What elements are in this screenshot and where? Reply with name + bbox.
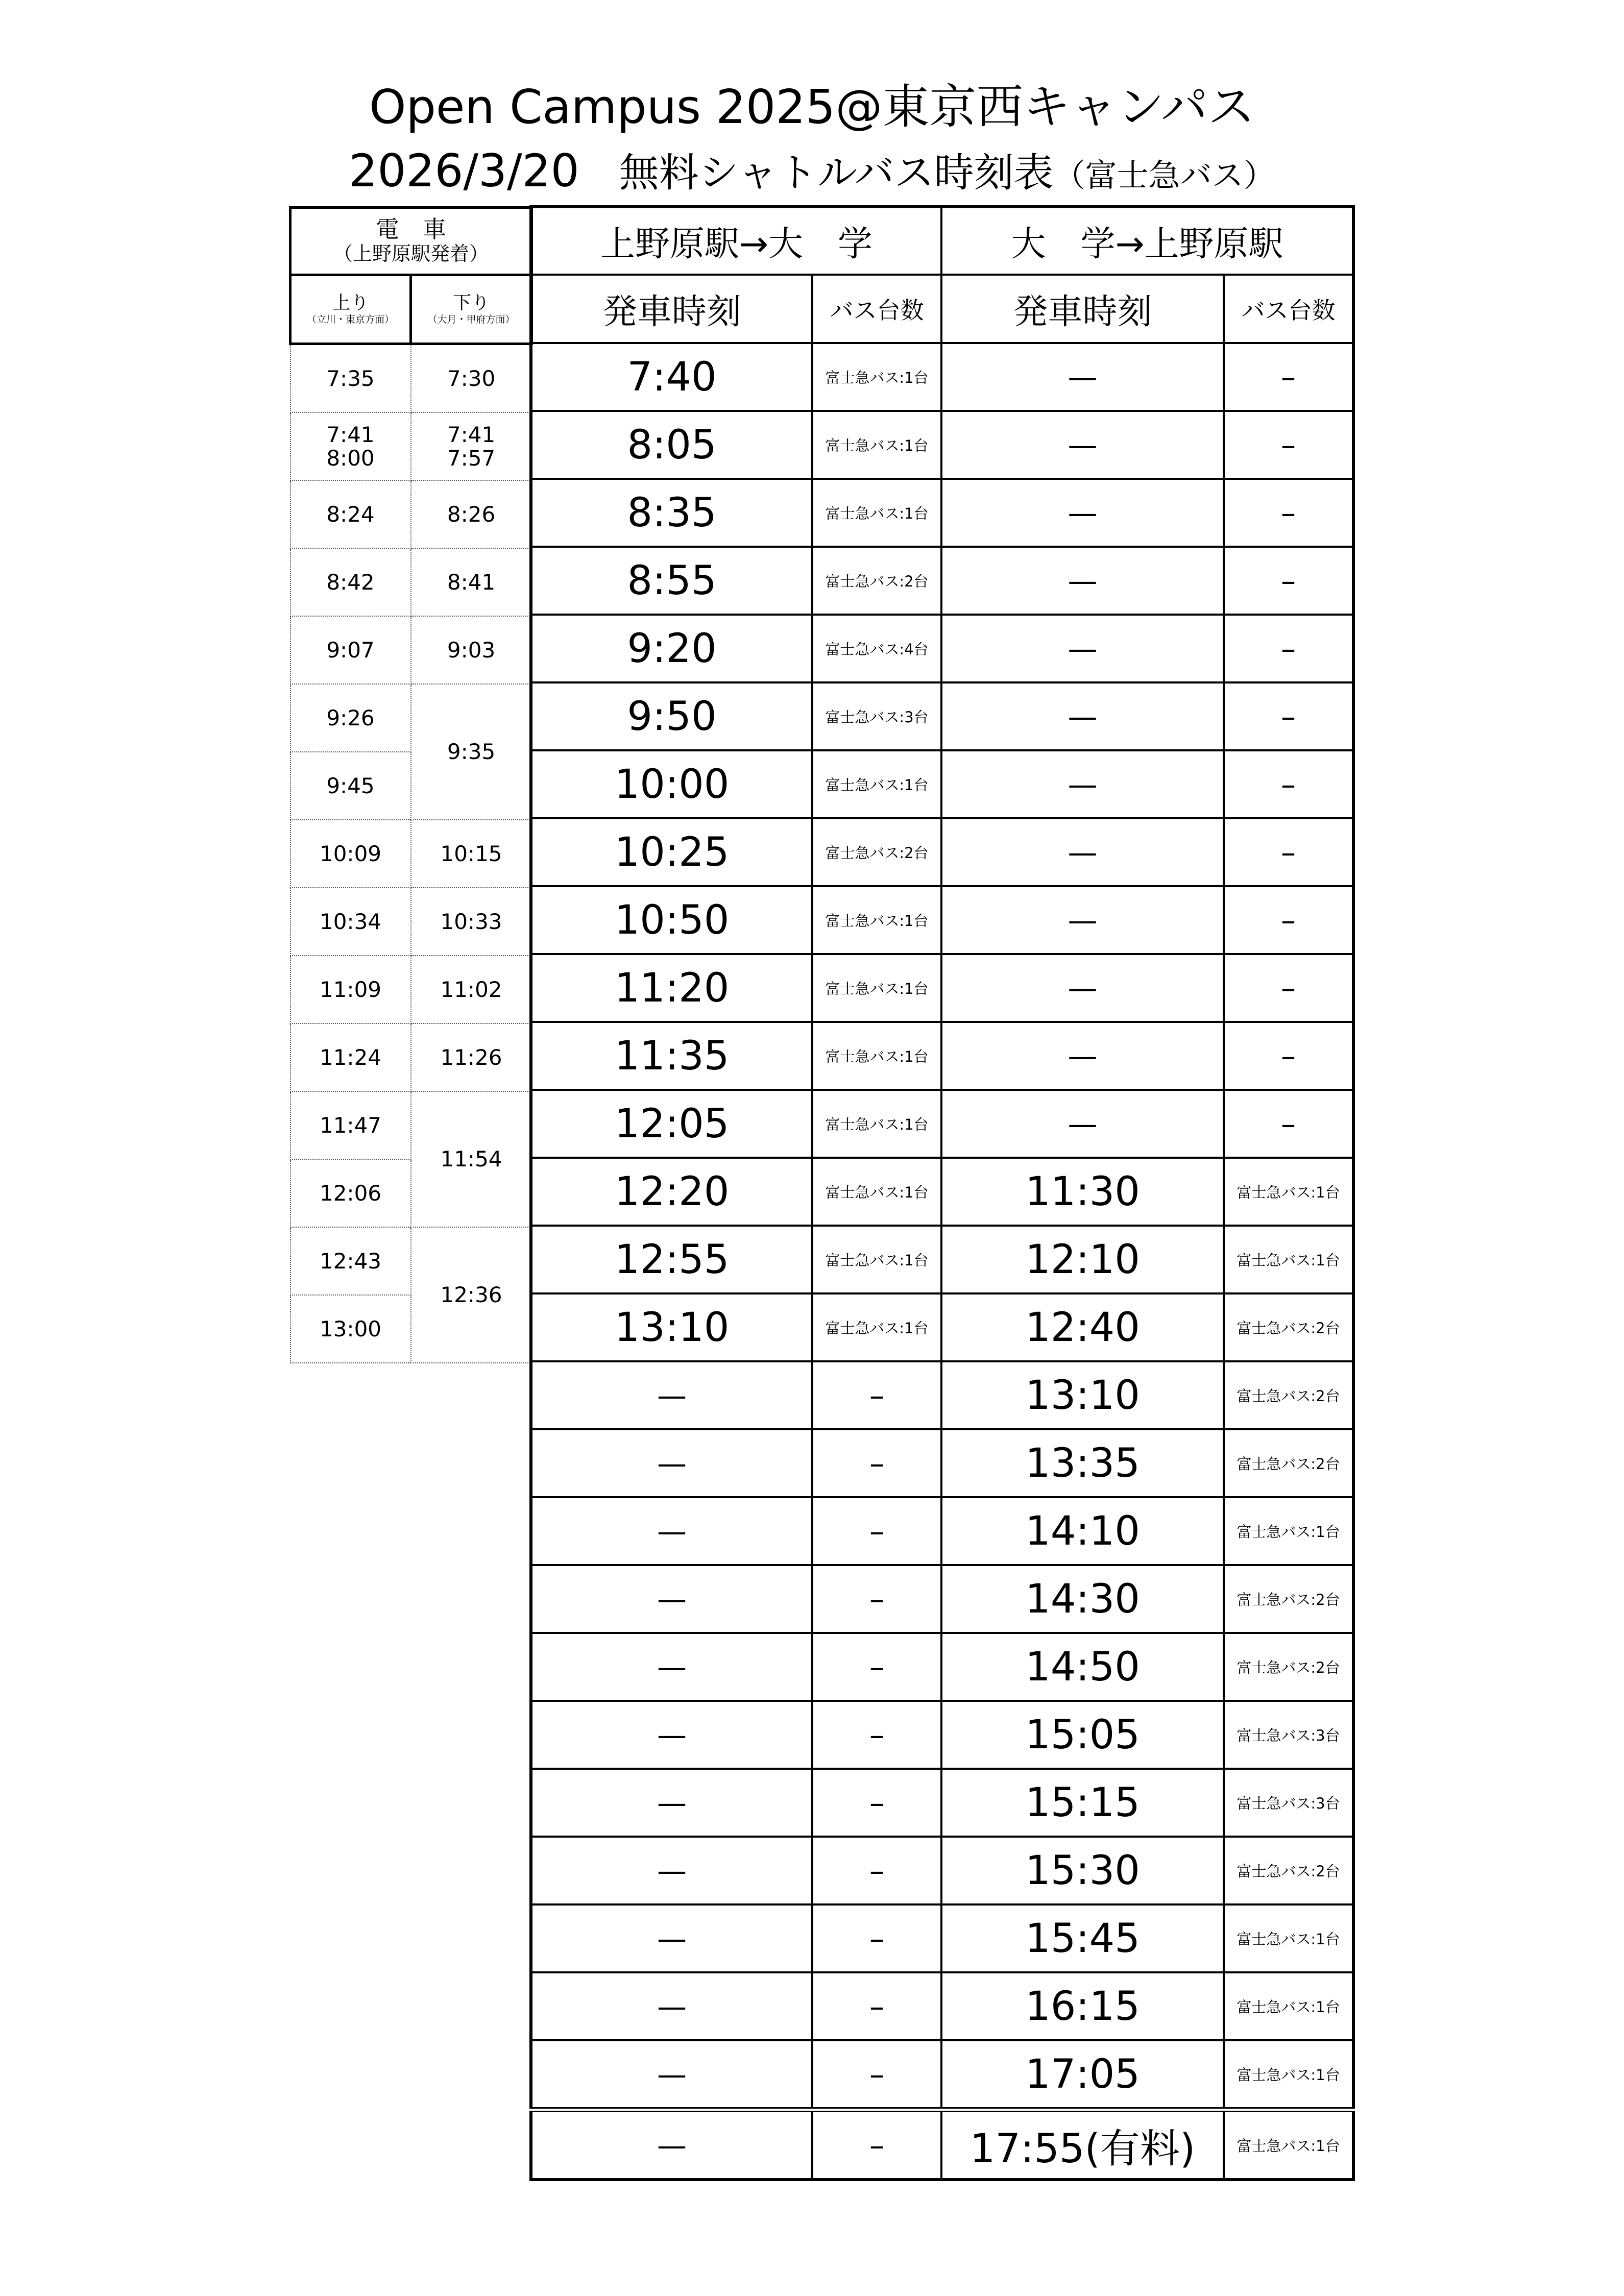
train-up-time: 9:07 bbox=[290, 616, 411, 684]
bus-row bbox=[531, 750, 1353, 818]
inbound-bus-count: – bbox=[1224, 1090, 1353, 1158]
train-up-time: 10:34 bbox=[290, 888, 411, 956]
train-up-time: 12:06 bbox=[290, 1159, 411, 1227]
inbound-bus-count: 富士急バス:2台 bbox=[1224, 1633, 1353, 1701]
train-down-time: 7:30 bbox=[411, 344, 532, 413]
inbound-bus-count: – bbox=[1224, 411, 1353, 479]
bus-row bbox=[531, 1293, 1353, 1361]
inbound-departure-time: 14:50 bbox=[941, 1633, 1224, 1701]
outbound-departure-time: — bbox=[531, 2040, 812, 2110]
inbound-bus-count: – bbox=[1224, 1022, 1353, 1090]
train-up-time: 7:41 8:00 bbox=[290, 412, 411, 480]
train-down-time: 8:41 bbox=[411, 548, 532, 616]
train-up-time: 10:09 bbox=[290, 820, 411, 888]
bus-row bbox=[531, 1361, 1353, 1429]
outbound-departure-time: 8:35 bbox=[531, 479, 812, 547]
outbound-bus-count: 富士急バス:1台 bbox=[812, 1158, 941, 1226]
train-up-time: 8:24 bbox=[290, 480, 411, 548]
inbound-bus-count: 富士急バス:2台 bbox=[1224, 1565, 1353, 1633]
bus-row bbox=[531, 1769, 1353, 1837]
inbound-bus-count: – bbox=[1224, 682, 1353, 750]
inbound-departure-time: 17:05 bbox=[941, 2040, 1224, 2110]
inbound-departure-time: — bbox=[941, 954, 1224, 1022]
col-buses-outbound: バス台数 bbox=[812, 275, 941, 343]
train-row bbox=[290, 1227, 532, 1295]
inbound-departure-time: 16:15 bbox=[941, 1972, 1224, 2040]
bus-row bbox=[531, 1090, 1353, 1158]
bus-row bbox=[531, 1497, 1353, 1565]
bus-row bbox=[531, 1226, 1353, 1293]
train-up-time: 11:47 bbox=[290, 1091, 411, 1159]
bus-row bbox=[531, 411, 1353, 479]
train-row bbox=[290, 1091, 532, 1159]
event-date: 2026/3/20 bbox=[349, 144, 579, 197]
bus-row bbox=[531, 954, 1353, 1022]
outbound-departure-time: — bbox=[531, 1837, 812, 1904]
outbound-departure-time: — bbox=[531, 1904, 812, 1972]
inbound-bus-count: 富士急バス:2台 bbox=[1224, 1429, 1353, 1497]
outbound-bus-count: – bbox=[812, 1769, 941, 1837]
outbound-bus-count: 富士急バス:2台 bbox=[812, 818, 941, 886]
col-departure-inbound: 発車時刻 bbox=[941, 275, 1224, 343]
outbound-departure-time: 9:50 bbox=[531, 682, 812, 750]
bus-row bbox=[531, 615, 1353, 682]
outbound-departure-time: — bbox=[531, 1497, 812, 1565]
outbound-bus-count: 富士急バス:3台 bbox=[812, 682, 941, 750]
shuttle-bus-timetable bbox=[529, 205, 1355, 2181]
bus-row bbox=[531, 1158, 1353, 1226]
outbound-departure-time: — bbox=[531, 1769, 812, 1837]
train-row bbox=[290, 956, 532, 1023]
inbound-bus-count: 富士急バス:1台 bbox=[1224, 1904, 1353, 1972]
outbound-departure-time: 10:25 bbox=[531, 818, 812, 886]
outbound-bus-count: – bbox=[812, 1701, 941, 1769]
outbound-departure-time: 13:10 bbox=[531, 1293, 812, 1361]
outbound-bus-count: – bbox=[812, 2110, 941, 2180]
inbound-departure-time: — bbox=[941, 411, 1224, 479]
train-row bbox=[290, 412, 532, 480]
outbound-bus-count: – bbox=[812, 1361, 941, 1429]
bus-row bbox=[531, 886, 1353, 954]
outbound-bus-count: – bbox=[812, 1565, 941, 1633]
train-up-time: 11:09 bbox=[290, 956, 411, 1023]
train-down-time: 9:35 bbox=[411, 684, 532, 820]
bus-row bbox=[531, 1565, 1353, 1633]
train-row bbox=[290, 480, 532, 548]
train-down-time: 10:33 bbox=[411, 888, 532, 956]
inbound-departure-time: 14:10 bbox=[941, 1497, 1224, 1565]
outbound-bus-count: – bbox=[812, 2040, 941, 2110]
bus-row bbox=[531, 1837, 1353, 1904]
inbound-departure-time: — bbox=[941, 479, 1224, 547]
inbound-departure-time: 12:40 bbox=[941, 1293, 1224, 1361]
outbound-bus-count: – bbox=[812, 1497, 941, 1565]
inbound-bus-count: 富士急バス:2台 bbox=[1224, 1837, 1353, 1904]
inbound-bus-count: 富士急バス:1台 bbox=[1224, 1972, 1353, 2040]
train-down-header bbox=[411, 275, 532, 344]
outbound-bus-count: 富士急バス:1台 bbox=[812, 1022, 941, 1090]
inbound-departure-time: — bbox=[941, 1090, 1224, 1158]
train-down-time: 11:54 bbox=[411, 1091, 532, 1227]
train-up-time: 8:42 bbox=[290, 548, 411, 616]
inbound-departure-time: — bbox=[941, 818, 1224, 886]
outbound-departure-time: — bbox=[531, 1565, 812, 1633]
outbound-departure-time: 10:00 bbox=[531, 750, 812, 818]
outbound-bus-count: 富士急バス:1台 bbox=[812, 750, 941, 818]
inbound-bus-count: – bbox=[1224, 750, 1353, 818]
outbound-departure-time: 12:20 bbox=[531, 1158, 812, 1226]
train-row bbox=[290, 616, 532, 684]
train-down-note: （大月・甲府方面） bbox=[427, 314, 515, 325]
inbound-departure-time: 15:45 bbox=[941, 1904, 1224, 1972]
train-up-time: 11:24 bbox=[290, 1023, 411, 1091]
page-title: Open Campus 2025@東京西キャンパス bbox=[369, 80, 1255, 134]
outbound-bus-count: 富士急バス:1台 bbox=[812, 1090, 941, 1158]
train-up-time: 9:45 bbox=[290, 752, 411, 820]
bus-row bbox=[531, 682, 1353, 750]
timetable-title: 無料シャトルバス時刻表 bbox=[619, 150, 1054, 196]
direction-to-station: 大 学→上野原駅 bbox=[941, 207, 1353, 275]
outbound-departure-time: 7:40 bbox=[531, 343, 812, 411]
train-row bbox=[290, 684, 532, 752]
train-row bbox=[290, 1023, 532, 1091]
bus-row bbox=[531, 343, 1353, 411]
train-header-title: 電 車 bbox=[376, 215, 446, 243]
inbound-departure-time: — bbox=[941, 682, 1224, 750]
bus-row bbox=[531, 1701, 1353, 1769]
outbound-departure-time: 10:50 bbox=[531, 886, 812, 954]
train-up-time: 12:43 bbox=[290, 1227, 411, 1295]
outbound-bus-count: 富士急バス:4台 bbox=[812, 615, 941, 682]
inbound-bus-count: 富士急バス:1台 bbox=[1224, 1158, 1353, 1226]
inbound-bus-count: 富士急バス:1台 bbox=[1224, 2110, 1353, 2180]
train-up-header bbox=[290, 275, 411, 344]
outbound-departure-time: 12:05 bbox=[531, 1090, 812, 1158]
train-down-time: 8:26 bbox=[411, 480, 532, 548]
col-departure-outbound: 発車時刻 bbox=[531, 275, 812, 343]
inbound-departure-time: — bbox=[941, 547, 1224, 615]
direction-to-university: 上野原駅→大 学 bbox=[531, 207, 941, 275]
col-buses-inbound: バス台数 bbox=[1224, 275, 1353, 343]
outbound-bus-count: 富士急バス:1台 bbox=[812, 886, 941, 954]
inbound-bus-count: 富士急バス:2台 bbox=[1224, 1361, 1353, 1429]
train-row bbox=[290, 888, 532, 956]
inbound-departure-time: 13:10 bbox=[941, 1361, 1224, 1429]
train-timetable bbox=[289, 206, 533, 1363]
train-row bbox=[290, 344, 532, 413]
outbound-departure-time: — bbox=[531, 1701, 812, 1769]
inbound-departure-time: — bbox=[941, 1022, 1224, 1090]
inbound-departure-time: — bbox=[941, 886, 1224, 954]
train-row bbox=[290, 820, 532, 888]
bus-row bbox=[531, 479, 1353, 547]
train-up-time: 13:00 bbox=[290, 1295, 411, 1363]
outbound-departure-time: 12:55 bbox=[531, 1226, 812, 1293]
inbound-departure-time: 17:55(有料) bbox=[941, 2110, 1224, 2180]
inbound-bus-count: – bbox=[1224, 547, 1353, 615]
page-subtitle bbox=[0, 143, 1624, 204]
train-down-time: 7:41 7:57 bbox=[411, 412, 532, 480]
inbound-bus-count: – bbox=[1224, 615, 1353, 682]
inbound-departure-time: 12:10 bbox=[941, 1226, 1224, 1293]
train-down-time: 9:03 bbox=[411, 616, 532, 684]
train-down-label: 下り bbox=[453, 292, 490, 313]
bus-row bbox=[531, 1429, 1353, 1497]
outbound-bus-count: – bbox=[812, 1904, 941, 1972]
outbound-bus-count: 富士急バス:1台 bbox=[812, 343, 941, 411]
inbound-departure-time: — bbox=[941, 615, 1224, 682]
outbound-departure-time: 8:55 bbox=[531, 547, 812, 615]
inbound-bus-count: 富士急バス:2台 bbox=[1224, 1293, 1353, 1361]
train-up-note: （立川・東京方面） bbox=[306, 314, 394, 325]
inbound-bus-count: 富士急バス:1台 bbox=[1224, 2040, 1353, 2110]
train-header bbox=[290, 208, 532, 275]
bus-row bbox=[531, 1022, 1353, 1090]
outbound-bus-count: – bbox=[812, 1972, 941, 2040]
outbound-bus-count: 富士急バス:1台 bbox=[812, 954, 941, 1022]
inbound-bus-count: – bbox=[1224, 343, 1353, 411]
inbound-bus-count: – bbox=[1224, 818, 1353, 886]
bus-row bbox=[531, 818, 1353, 886]
train-up-time: 7:35 bbox=[290, 344, 411, 413]
train-header-station: （上野原駅発着） bbox=[333, 242, 489, 265]
bus-row bbox=[531, 2040, 1353, 2110]
outbound-departure-time: 11:20 bbox=[531, 954, 812, 1022]
inbound-departure-time: 13:35 bbox=[941, 1429, 1224, 1497]
bus-operator: （富士急バス） bbox=[1053, 157, 1275, 194]
inbound-bus-count: 富士急バス:1台 bbox=[1224, 1226, 1353, 1293]
outbound-bus-count: – bbox=[812, 1837, 941, 1904]
inbound-bus-count: – bbox=[1224, 886, 1353, 954]
outbound-departure-time: 8:05 bbox=[531, 411, 812, 479]
inbound-departure-time: 15:15 bbox=[941, 1769, 1224, 1837]
bus-row bbox=[531, 1904, 1353, 1972]
train-up-label: 上り bbox=[332, 292, 369, 313]
train-up-time: 9:26 bbox=[290, 684, 411, 752]
inbound-departure-time: 15:05 bbox=[941, 1701, 1224, 1769]
inbound-bus-count: 富士急バス:1台 bbox=[1224, 1497, 1353, 1565]
inbound-departure-time: — bbox=[941, 750, 1224, 818]
outbound-bus-count: 富士急バス:2台 bbox=[812, 547, 941, 615]
outbound-departure-time: 9:20 bbox=[531, 615, 812, 682]
outbound-bus-count: – bbox=[812, 1633, 941, 1701]
train-down-time: 10:15 bbox=[411, 820, 532, 888]
inbound-bus-count: – bbox=[1224, 954, 1353, 1022]
inbound-bus-count: – bbox=[1224, 479, 1353, 547]
outbound-departure-time: — bbox=[531, 1361, 812, 1429]
train-row bbox=[290, 548, 532, 616]
outbound-bus-count: 富士急バス:1台 bbox=[812, 479, 941, 547]
bus-row bbox=[531, 1972, 1353, 2040]
outbound-departure-time: — bbox=[531, 2110, 812, 2180]
inbound-bus-count: 富士急バス:3台 bbox=[1224, 1701, 1353, 1769]
outbound-departure-time: — bbox=[531, 1429, 812, 1497]
train-down-time: 12:36 bbox=[411, 1227, 532, 1363]
outbound-departure-time: — bbox=[531, 1633, 812, 1701]
inbound-bus-count: 富士急バス:3台 bbox=[1224, 1769, 1353, 1837]
outbound-bus-count: 富士急バス:1台 bbox=[812, 411, 941, 479]
outbound-bus-count: 富士急バス:1台 bbox=[812, 1293, 941, 1361]
bus-row bbox=[531, 2110, 1353, 2180]
train-down-time: 11:02 bbox=[411, 956, 532, 1023]
inbound-departure-time: 11:30 bbox=[941, 1158, 1224, 1226]
outbound-bus-count: – bbox=[812, 1429, 941, 1497]
inbound-departure-time: 14:30 bbox=[941, 1565, 1224, 1633]
outbound-bus-count: 富士急バス:1台 bbox=[812, 1226, 941, 1293]
inbound-departure-time: 15:30 bbox=[941, 1837, 1224, 1904]
inbound-departure-time: — bbox=[941, 343, 1224, 411]
bus-row bbox=[531, 1633, 1353, 1701]
outbound-departure-time: 11:35 bbox=[531, 1022, 812, 1090]
train-down-time: 11:26 bbox=[411, 1023, 532, 1091]
bus-row bbox=[531, 547, 1353, 615]
outbound-departure-time: — bbox=[531, 1972, 812, 2040]
